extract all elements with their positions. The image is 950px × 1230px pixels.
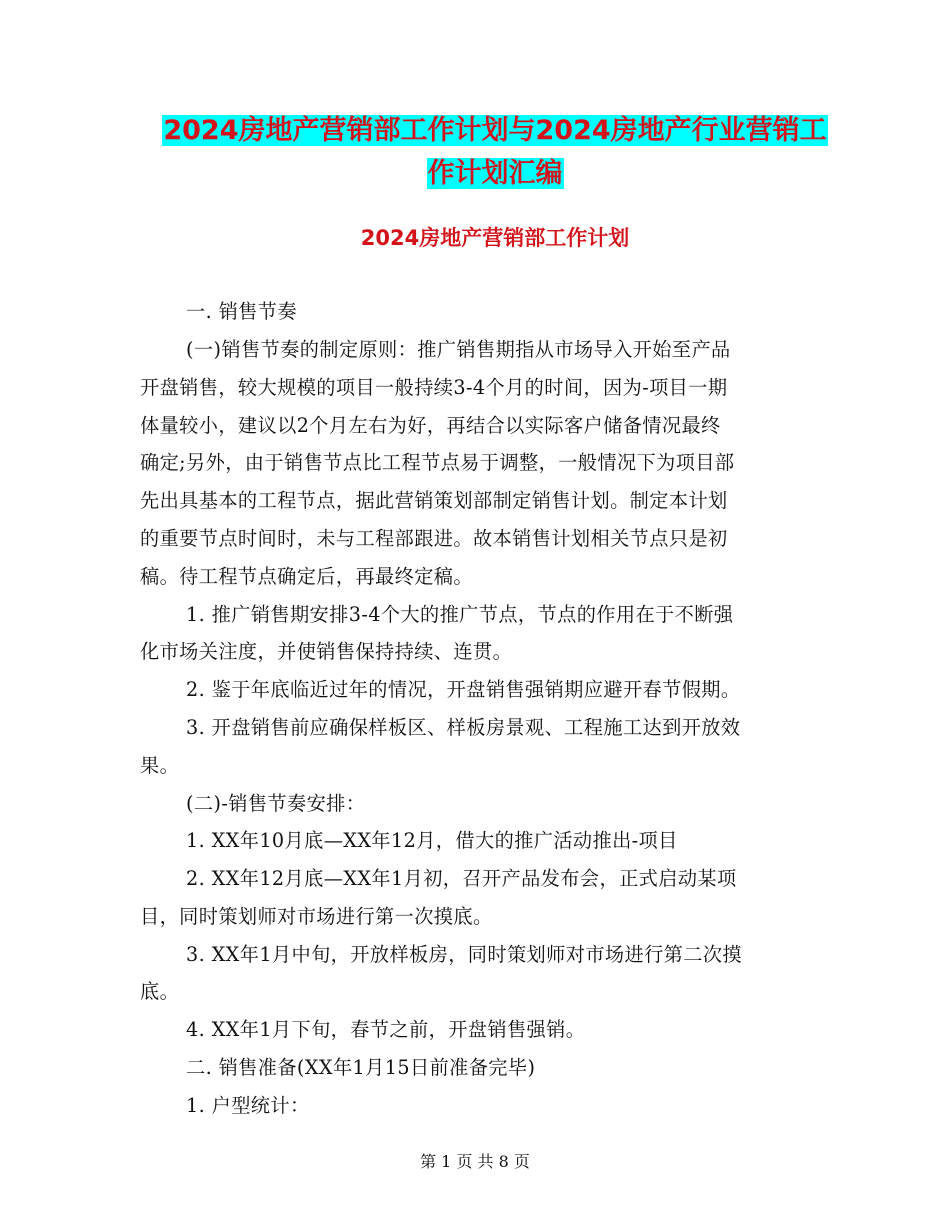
list-item: 2. 鉴于年底临近过年的情况，开盘销售强销期应避开春节假期。 bbox=[186, 678, 741, 701]
list-item-continuation: 目，同时策划师对市场进行第一次摸底。 bbox=[140, 905, 493, 928]
page-number-footer: 第 1 页 共 8 页 bbox=[420, 1152, 530, 1171]
paragraph-line: 开盘销售，较大规模的项目一般持续3-4个月的时间，因为-项目一期 bbox=[140, 376, 728, 399]
paragraph-line: 先出具基本的工程节点，据此营销策划部制定销售计划。制定本计划 bbox=[140, 489, 728, 512]
list-item: 2. XX年12月底—XX年1月初，召开产品发布会，正式启动某项 bbox=[186, 867, 737, 890]
section-title: 2024房地产营销部工作计划 bbox=[360, 226, 630, 250]
heading-sales-rhythm: 一. 销售节奏 bbox=[186, 300, 297, 323]
list-item: 1. 户型统计： bbox=[186, 1094, 310, 1117]
list-item: 4. XX年1月下旬，春节之前，开盘销售强销。 bbox=[186, 1018, 586, 1041]
list-item-continuation: 底。 bbox=[140, 980, 180, 1003]
document-title-line-2: 作计划汇编 bbox=[427, 158, 563, 189]
heading-sales-preparation: 二. 销售准备(XX年1月15日前准备完毕) bbox=[186, 1056, 536, 1079]
subheading-schedule: (二)-销售节奏安排： bbox=[186, 792, 366, 815]
paragraph-line: 体量较小，建议以2个月左右为好，再结合以实际客户储备情况最终 bbox=[140, 414, 721, 437]
document-title-line-1: 2024房地产营销部工作计划与2024房地产行业营销工 bbox=[163, 115, 827, 146]
paragraph-line: 确定;另外，由于销售节点比工程节点易于调整，一般情况下为项目部 bbox=[140, 451, 735, 474]
list-item-continuation: 化市场关注度，并使销售保持持续、连贯。 bbox=[140, 640, 513, 663]
list-item: 3. 开盘销售前应确保样板区、样板房景观、工程施工达到开放效 bbox=[186, 716, 741, 739]
paragraph-line: (一)销售节奏的制定原则：推广销售期指从市场导入开始至产品 bbox=[186, 338, 731, 361]
list-item: 3. XX年1月中旬，开放样板房，同时策划师对市场进行第二次摸 bbox=[186, 943, 743, 966]
list-item: 1. 推广销售期安排3-4个大的推广节点，节点的作用在于不断强 bbox=[186, 603, 734, 626]
list-item-continuation: 果。 bbox=[140, 754, 180, 777]
paragraph-line: 的重要节点时间时，未与工程部跟进。故本销售计划相关节点只是初 bbox=[140, 527, 728, 550]
paragraph-line: 稿。待工程节点确定后，再最终定稿。 bbox=[140, 565, 473, 588]
list-item: 1. XX年10月底—XX年12月，借大的推广活动推出-项目 bbox=[186, 829, 678, 852]
